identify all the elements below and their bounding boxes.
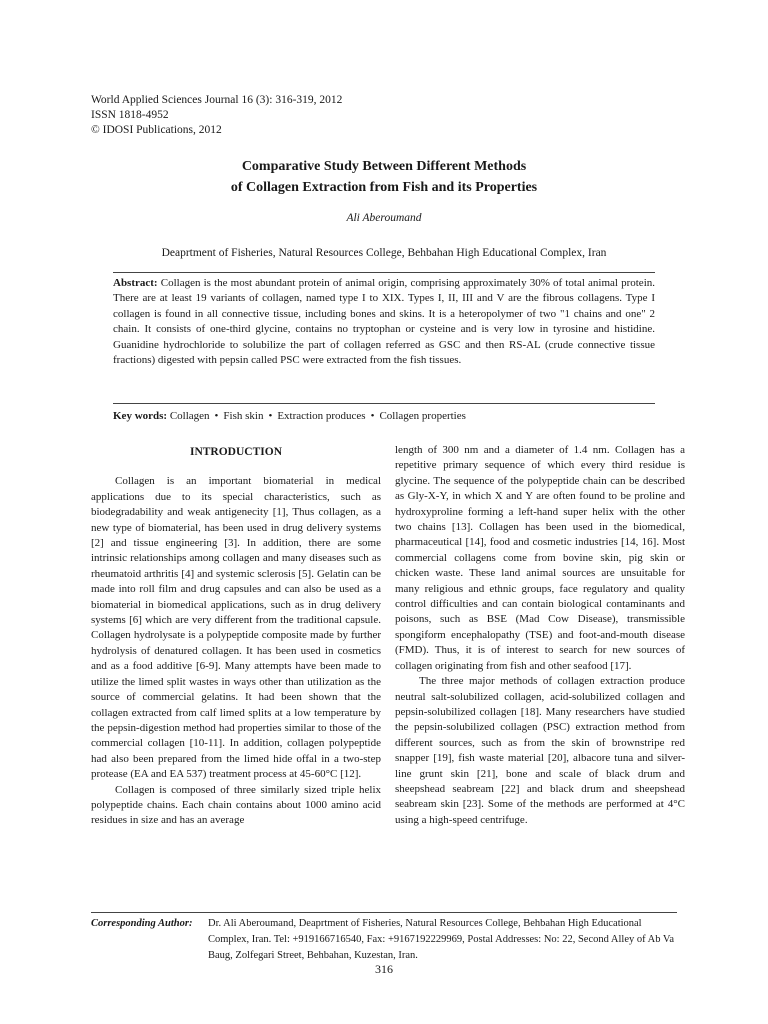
- paragraph: Collagen is an important biomaterial in medical applications due to its special characteristics, such as biodegradability and weak antigenecity [1], Thus collagen, as a new type of biomaterial, has been used in drug delivery systems [2] and tissue engineering [3]. In addition, there are some intrinsic relationships among collagen and many diseases such as rheumatoid arthritis [4] and systemic sclerosis [5]. Gelatin can be made into roll film and drug capsules and can also be used as a biomaterial in biomedical applications, such as in drug delivery systems [6] which are very different from the traditional capsule. Collagen hydrolysate is a polypeptide composite made by further hydrolysis of denatured collagen. It has been used in cosmetics and as a food additive [6-9]. Many attempts have been made to utilize the limed split wastes in ways other than utilization as the source of commercial gelatins. It had been shown that the collagen extracted from calf limed splits at a low temperature by the pepsin-digestion method had properties similar to those of the commercial collagen [10-11]. In addition, collagen polypeptide had also been prepared from the limed hide offal in a two-step protease (EA and EA 537) treatment process at 45-60°C [12].: [91, 475, 381, 781]
- journal-header: [91, 93, 342, 138]
- abstract: [113, 276, 655, 368]
- section-heading-introduction: INTRODUCTION: [189, 446, 282, 458]
- corresponding-label: Corresponding Author:: [91, 918, 193, 929]
- keyword-separator: •: [214, 410, 219, 422]
- paragraph: The three major methods of collagen extraction produce neutral salt-solubilized collagen, acid-solubilized collagen and pepsin-solubilized collagen [18]. Many researchers have studied the pepsin-solubilized collagen (PSC) extraction method from different sources, such as from the skin of brownstripe red snapper [19], fish waste material [20], albacore tuna and silver-line grunt skin [21], bone and scale of black drum and sheepshead seabream [22] and black drum and sheepshead seabream skin [23]. Some of the methods are performed at 4°C using a high-speed centrifuge.: [395, 675, 685, 826]
- publisher: © IDOSI Publications, 2012: [91, 124, 222, 136]
- corresponding-author: [91, 916, 681, 964]
- paper-title: [0, 156, 768, 198]
- abstract-bottom-rule: [113, 403, 655, 404]
- keyword-item: Collagen properties: [379, 410, 466, 422]
- journal-citation: World Applied Sciences Journal 16 (3): 316-319, 2012: [91, 94, 343, 106]
- title-line-2: of Collagen Extraction from Fish and its Properties: [230, 180, 538, 195]
- page-number: 316: [375, 962, 393, 976]
- issn: ISSN 1818-4952: [91, 109, 169, 121]
- keyword-item: Fish skin: [223, 410, 264, 422]
- left-column: [91, 443, 381, 829]
- affiliation: Deaprtment of Fisheries, Natural Resources College, Behbahan High Educational Complex, Iran: [161, 247, 607, 259]
- keyword-separator: •: [268, 410, 273, 422]
- keyword-item: Extraction produces: [277, 410, 366, 422]
- paragraph: length of 300 nm and a diameter of 1.4 nm. Collagen has a repetitive primary sequence of which every third residue is glycine. The sequence of the polypeptide chain can be described as Gly-X-Y, in which X and Y are often found to be proline and hydroxyproline forming a left-hand super helix with the other two chains [13]. Collagen has been used in the biomedical, pharmaceutical [14], food and cosmetic industries [14, 16]. Most commercial collagens come from bovine skin, pig skin or chicken waste. These land animal sources are unsuitable for many religious and ethnic groups, face regulatory and quality control difficulties and can contain biological contaminants and poisons, such as BSE (Mad Cow Disease), transmissible spongiform encephalopathy (TSE) and foot-and-mouth disease (FMD). Thus, it is of interest to search for new sources of collagen originating from fish and other seafood [17].: [395, 444, 685, 672]
- abstract-text: Collagen is the most abundant protein of animal origin, comprising approximately 30% of total animal protein. There are at least 19 variants of collagen, named type I to XIX. Types I, II, III and V are the fibrous collagens. Type I collagen is found in all connective tissue, including bones and skins. It is a heteropolymer of two "1 chains and one" 2 chain. It consists of one-third glycine, contains no tryptophan or cysteine and is very low in tyrosine and histidine. Guanidine hydrochloride to solubilize the part of collagen referred as GSC and then RS-AL (crude connective tissue fractions) digested with pepsin called PSC were extracted from the fish tissues.: [113, 277, 655, 367]
- paragraph: Collagen is composed of three similarly sized triple helix polypeptide chains. Each chain contains about 1000 amino acid residues in size and has an average: [91, 783, 381, 827]
- abstract-top-rule: [113, 272, 655, 273]
- keyword-item: Collagen: [169, 410, 210, 422]
- corresponding-text: Dr. Ali Aberoumand, Deaprtment of Fisheries, Natural Resources College, Behbahan High Educational Complex, Iran. Tel: +919166716540, Fax: +9167192229969, Postal Addresses: No: 22, Second Alley of Ab Va Baug, Zolfegari Street, Behbahan, Kuzestan, Iran.: [208, 918, 674, 961]
- keyword-separator: •: [370, 410, 375, 422]
- title-line-1: Comparative Study Between Different Methods: [241, 159, 527, 174]
- author: Ali Aberoumand: [346, 212, 422, 224]
- keywords: [113, 410, 655, 422]
- keywords-label: Key words:: [113, 410, 168, 422]
- abstract-label: Abstract:: [113, 277, 158, 289]
- footer-rule: [91, 912, 677, 913]
- right-column: [395, 443, 685, 828]
